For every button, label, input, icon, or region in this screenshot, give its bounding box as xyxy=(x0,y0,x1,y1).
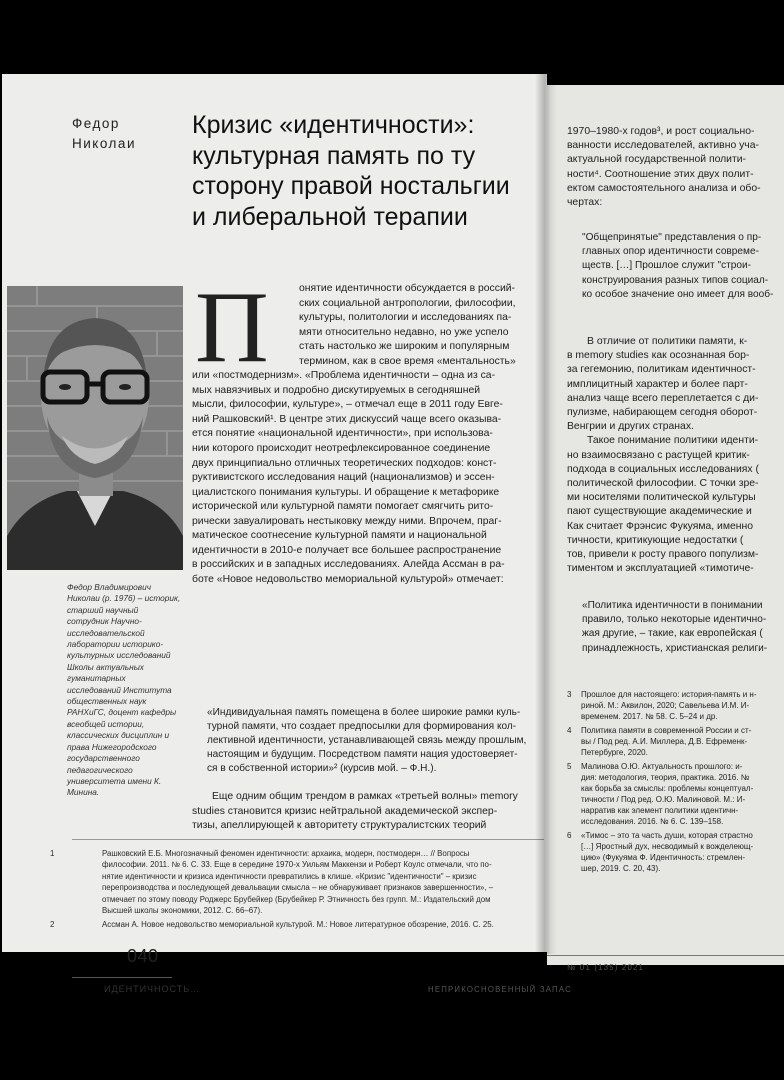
footnote-number: 3 xyxy=(567,690,572,699)
body-line: ванности исследователей, активно уча- xyxy=(567,140,759,152)
footnote-line: Малинова О.Ю. Актуальность прошлого: и- xyxy=(581,762,743,771)
body-line: Венгрии и других странах. xyxy=(567,421,694,433)
title-line: Кризис «идентичности»: xyxy=(192,111,475,139)
body-line: нии которого происходит неотрефлексированное соединение xyxy=(192,443,491,455)
body-line: тов, привели к росту правого популизм- xyxy=(567,549,759,561)
body-line: studies становится кризис нейтральной академической экспер- xyxy=(192,805,498,817)
body-line: матическое соотнесение культурной памяти и национальной xyxy=(192,530,487,542)
footnote-line: вы / Под ред. А.И. Миллера, Д.В. Ефременк- xyxy=(581,737,748,746)
left-page xyxy=(2,74,572,994)
body-line: ектом самостоятельного анализа и обо- xyxy=(567,182,761,194)
body-line: чертах: xyxy=(567,197,603,209)
journal-name: НЕПРИКОСНОВЕННЫЙ ЗАПАС xyxy=(428,985,572,994)
right-page xyxy=(547,85,784,972)
footnote-divider xyxy=(72,839,544,840)
footnote-number: 6 xyxy=(567,831,572,840)
article-title xyxy=(192,110,532,232)
body-line: 1970–1980-х годов³, и рост социально- xyxy=(567,126,755,137)
quote-line: «Политика идентичности в понимании xyxy=(582,600,763,611)
footnote-number: 5 xyxy=(567,762,572,771)
quote-line: ществ. […] Прошлое служит "строи- xyxy=(582,260,751,272)
footnote-line: Ассман А. Новое недовольство мемориальной культурой. М.: Новое литературное обозрение, 2016. С. 25. xyxy=(102,920,494,930)
article-body-continued xyxy=(192,790,544,834)
body-line: пулизме, набирающем сегодня оборот- xyxy=(567,407,758,419)
issue-number: № 01 (135) 2021 xyxy=(567,963,645,972)
right-quote-1 xyxy=(582,231,784,302)
author-caption: Федор Владимирович Николаи (р. 1976) – историк, старший научный сотрудник Научно-исследовательской лаборатории историко-культурных исследований Школы актуальных гуманитарных исследований Института общественных наук РАНХиГС, доцент кафедры всеобщей истории, классических дисциплин и права Нижегородского государственного педагогического университета имени К. Минина. xyxy=(67,582,181,798)
footnote-number: 2 xyxy=(50,920,55,930)
body-line: в memory studies как осознанная бор- xyxy=(567,350,750,362)
author-name xyxy=(72,114,182,154)
footnote-line: цию» (Фукуяма Ф. Идентичность: стремлен- xyxy=(581,853,745,862)
body-line: ется понятие «национальной идентичности», при использова- xyxy=(192,428,493,440)
body-line: анализ чаще всего переплетается с ди- xyxy=(567,392,759,404)
footnote-line: нятие идентичности и кризиса идентичности превратились в клише. «Кризис "идентичности" – кризис xyxy=(102,871,477,881)
footnote-line: Прошлое для настоящего: история-память и н- xyxy=(581,690,757,699)
body-line: руктивистского исследования наций (национализмов) и эссен- xyxy=(192,472,495,484)
body-line: но взаимосвязано с растущей критик- xyxy=(567,449,750,461)
right-body-top xyxy=(567,125,784,210)
quote-line: турной памяти, что создает предпосылки для формирования кол- xyxy=(207,721,517,732)
body-line: ми носителями политической культуры xyxy=(567,492,756,504)
footnote-line: риной. М.: Аквилон, 2020; Савельева И.М. И- xyxy=(581,701,750,710)
footnote-number: 4 xyxy=(567,726,572,735)
body-line: термином, как в свое время «ментальность» xyxy=(299,355,516,367)
body-line: Такое понимание политики иденти- xyxy=(587,435,759,447)
footnote-line: временем. 2017. № 58. С. 5–24 и др. xyxy=(581,712,718,721)
body-line: пают существующие академические и xyxy=(567,506,752,518)
body-line: тизы, апеллирующей к авторитету структуралистских теорий xyxy=(192,820,487,832)
author-portrait-image xyxy=(7,286,183,570)
footnote xyxy=(567,689,784,722)
title-line: сторону правой ностальгии xyxy=(192,172,510,200)
quote-line: настоящим и будущим. Посредством памяти нация удостоверяет- xyxy=(207,749,518,760)
body-line: актуальной государственной полити- xyxy=(567,154,747,166)
author-last-name: Николаи xyxy=(72,136,136,151)
body-line: тиментом и эксплуатацией «тимотиче- xyxy=(567,563,754,575)
body-line: или «постмодернизм». «Проблема идентичности – одна из са- xyxy=(192,370,496,382)
footnote xyxy=(567,725,784,758)
body-line: рически завуалировать нестыковку между ними. Впрочем, праг- xyxy=(192,515,502,527)
quote-line: принадлежность, христианская религи- xyxy=(582,642,768,654)
body-line: циалистского понимания культуры. И обращение к метафорике xyxy=(192,486,500,498)
body-line: ности⁴. Соотношение этих двух полит- xyxy=(567,168,754,180)
footnote-line: философии. 2011. № 6. С. 33. Еще в середине 1970-х Уильям Маккензи и Роберт Коулс отмечали, что по- xyxy=(102,860,492,870)
section-label: ИДЕНТИЧНОСТЬ… xyxy=(104,984,201,994)
right-quote-2 xyxy=(582,599,784,656)
footnote-line: […] Яростный дух, несводимый к вожделеющ- xyxy=(581,842,754,851)
quote-line: ся в собственной истории»² (курсив мой. – Ф.Н.). xyxy=(207,763,437,774)
body-line: мых навязчивых и подробно дискутируемых в сегодняшней xyxy=(192,384,481,396)
body-line: двух принципиально отличных теоретических подходов: конст- xyxy=(192,457,497,469)
right-body-middle xyxy=(567,335,784,576)
body-line: идентичности в 2010-е получает все большее распространение xyxy=(192,544,502,556)
footnote-line: как борьба за смыслы: проблемы концептуал- xyxy=(581,784,754,793)
footnote-number: 1 xyxy=(50,849,55,858)
body-line: мысли, философии, культуре», – отмечал еще в 2011 году Евге- xyxy=(192,399,503,411)
body-line: Как считает Фрэнсис Фукуяма, именно xyxy=(567,520,754,532)
page-number: 040 xyxy=(127,946,159,966)
block-quote xyxy=(207,706,543,776)
drop-cap: П xyxy=(195,271,269,384)
footnote-line: тичности / Под ред. О.Ю. Малиновой. М.: И- xyxy=(581,795,746,804)
footnote-line: исследования. 2016. № 6. С. 139–158. xyxy=(581,817,724,826)
footnote-line: «Тимос – это та часть души, которая страстно xyxy=(581,831,753,840)
quote-line: правило, только некоторые идентично- xyxy=(582,614,767,626)
footnote xyxy=(50,848,544,916)
body-line: ских социальной антропологии, философии, xyxy=(299,297,516,309)
author-first-name: Федор xyxy=(72,116,120,131)
page-number-rule xyxy=(72,977,172,978)
quote-line: жая другие, – такие, как европейская ( xyxy=(582,628,763,640)
footnotes xyxy=(50,848,544,934)
footnote-line: дия: методология, теория, практика. 2016. № xyxy=(581,773,750,782)
quote-line: лективной идентичности, устанавливающей связь между прошлым, xyxy=(207,735,527,746)
quote-line: "Общепринятые" представления о пр- xyxy=(582,232,762,243)
body-line: за гегемонию, политикам идентичност- xyxy=(567,364,756,376)
right-footnotes xyxy=(567,689,784,877)
body-line: стать настолько же широким и популярным xyxy=(299,341,510,353)
quote-line: ко особое значение оно имеет для вооб- xyxy=(582,288,774,300)
body-line: имплицитный характер и более парт- xyxy=(567,378,748,390)
body-line: боте «Новое недовольство мемориальной культурой» отмечает: xyxy=(192,573,504,585)
footnote-line: Политика памяти в современной России и ст- xyxy=(581,726,752,735)
footnote xyxy=(567,830,784,874)
footnote xyxy=(50,919,544,930)
quote-line: конструирования разных типов социал- xyxy=(582,274,769,286)
body-line: Еще одним общим трендом в рамках «третьей волны» memory xyxy=(212,791,518,802)
footnote-line: Высшей школы экономики, 2012. С. 66–67). xyxy=(102,906,263,916)
footnote xyxy=(567,761,784,827)
author-photo xyxy=(7,286,183,570)
quote-line: главных опор идентичности совреме- xyxy=(582,246,759,258)
footnote-line: Рашковский Е.Б. Многозначный феномен идентичности: архаика, модерн, постмодерн… // Вопросы xyxy=(102,849,470,858)
body-line: мяти относительно недавно, но уже успело xyxy=(299,326,509,338)
footnote-line: Петербурге, 2020. xyxy=(581,748,648,757)
footnote-line: шер, 2019. С. 20, 43). xyxy=(581,864,661,873)
body-line: в российских и в западных исследованиях. Алейда Ассман в ра- xyxy=(192,559,505,571)
footnote-line: нарратив как элемент политики идентичн- xyxy=(581,806,739,815)
article-body xyxy=(192,282,544,587)
title-line: и либеральной терапии xyxy=(192,202,468,231)
footnote-line: перепроизводства и последующей девальвации смысла – не обнаруживает признаков завершенности», – xyxy=(102,883,494,893)
body-line: культуры, политологии и исследованиях па- xyxy=(299,312,512,324)
footnote-line: отмечает по этому поводу Роджерс Брубейкер (Брубейкер Р. Этничность без групп. М.: Издательский дом xyxy=(102,894,491,904)
footer-rule xyxy=(547,955,784,956)
body-line: политической философии. С точки зре- xyxy=(567,478,759,490)
body-line: В отличие от политики памяти, к- xyxy=(587,336,748,347)
body-line: ний Рашковский¹. В центре этих дискуссий чаще всего оказыва- xyxy=(192,413,502,425)
body-line: подхода в социальных исследованиях ( xyxy=(567,463,759,475)
title-line: культурная память по ту xyxy=(192,141,476,170)
body-line: исторической или культурной памяти помогает смягчить рито- xyxy=(192,501,494,513)
body-line: онятие идентичности обсуждается в россий- xyxy=(299,283,516,294)
quote-line: «Индивидуальная память помещена в более широкие рамки куль- xyxy=(207,707,521,718)
body-line: тичности, критикующие недостатки ( xyxy=(567,534,744,546)
